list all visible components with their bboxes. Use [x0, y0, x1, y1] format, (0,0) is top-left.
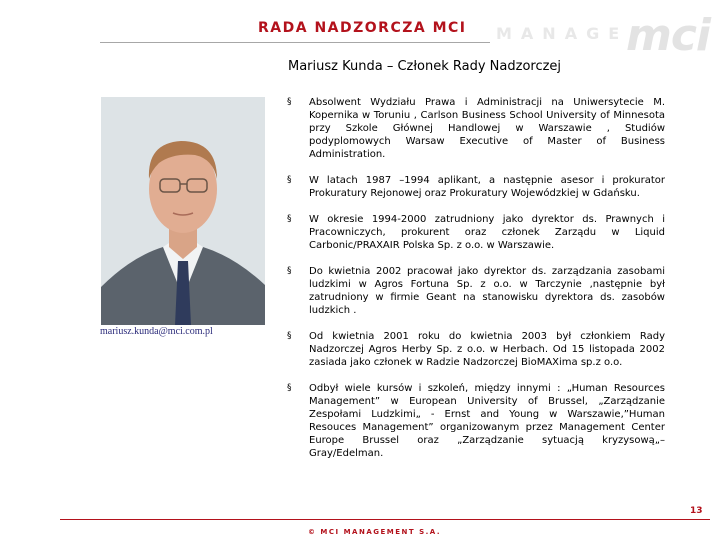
bullet-marker-icon: § — [287, 331, 292, 341]
bullet-marker-icon: § — [287, 383, 292, 393]
bio-bullet — [287, 213, 665, 252]
portrait-photo — [101, 97, 265, 325]
bio-bullet — [287, 265, 665, 317]
bullet-marker-icon: § — [287, 97, 292, 107]
logo-subtext: MANAGE — [496, 24, 629, 43]
bullet-marker-icon: § — [287, 266, 292, 276]
footer-copyright: © MCI MANAGEMENT S.A. — [308, 528, 441, 536]
logo-text: mci — [625, 10, 710, 61]
bullet-text: W latach 1987 –1994 aplikant, a następnie asesor i prokurator Prokuratury Rejonowej oraz Prokuratury Wojewódzkiej w Gdańsku. — [309, 175, 665, 199]
bullet-text: Od kwietnia 2001 roku do kwietnia 2003 był członkiem Rady Nadzorczej Agros Herby Sp. z o.o. w Herbach. Od 15 listopada 2002 zasiada jako członek w Radzie Nadzorczej BioMAXima sp.z o.o. — [309, 331, 665, 368]
bullet-text: W okresie 1994-2000 zatrudniony jako dyrektor ds. Prawnych i Pracowniczych, prokurent oraz członek Zarządu w Liquid Carbonic/PRAXAIR Polska Sp. z o.o. w Warszawie. — [309, 214, 665, 251]
slide-title: Mariusz Kunda – Członek Rady Nadzorczej — [288, 59, 562, 74]
mci-logo-watermark — [496, 10, 714, 61]
bio-bullet — [287, 330, 665, 369]
header-title: RADA NADZORCZA MCI — [258, 20, 467, 36]
bullet-marker-icon: § — [287, 175, 292, 185]
footer-divider — [60, 519, 710, 520]
header-divider — [100, 42, 490, 43]
bio-bullet — [287, 382, 665, 460]
page-number: 13 — [690, 506, 703, 516]
bullet-marker-icon: § — [287, 214, 292, 224]
portrait-image — [101, 97, 265, 325]
bullet-text: Do kwietnia 2002 pracował jako dyrektor ds. zarządzania zasobami ludzkimi w Agros Fortuna Sp. z o.o. w Tarczynie ,następnie był zatrudniony w firmie Geant na stanowisku dyrektora ds. zasobów ludzkich . — [309, 266, 665, 316]
contact-email[interactable]: mariusz.kunda@mci.com.pl — [100, 326, 213, 337]
bio-bullet — [287, 96, 665, 161]
bullet-text: Absolwent Wydziału Prawa i Administracji na Uniwersytecie M. Kopernika w Toruniu , Carlson Business School University of Minnesota przy Szkole Głównej Handlowej w Warszawie , Studiów podyplomowych Warsaw Executive of Master of Business Administration. — [309, 97, 665, 160]
bullet-text: Odbył wiele kursów i szkoleń, między innymi : „Human Resources Management” w European University of Brussel, „Zarządzanie Zespołami Ludzkimi„ - Ernst and Young w Warszawie,”Human Resouces Management” organizowanym przez Management Center Europe Brussel oraz „Zarządzanie sytuacją kryzysową„– Gray/Edelman. — [309, 383, 665, 459]
bio-bullet-list — [287, 96, 665, 460]
bio-bullet — [287, 174, 665, 200]
